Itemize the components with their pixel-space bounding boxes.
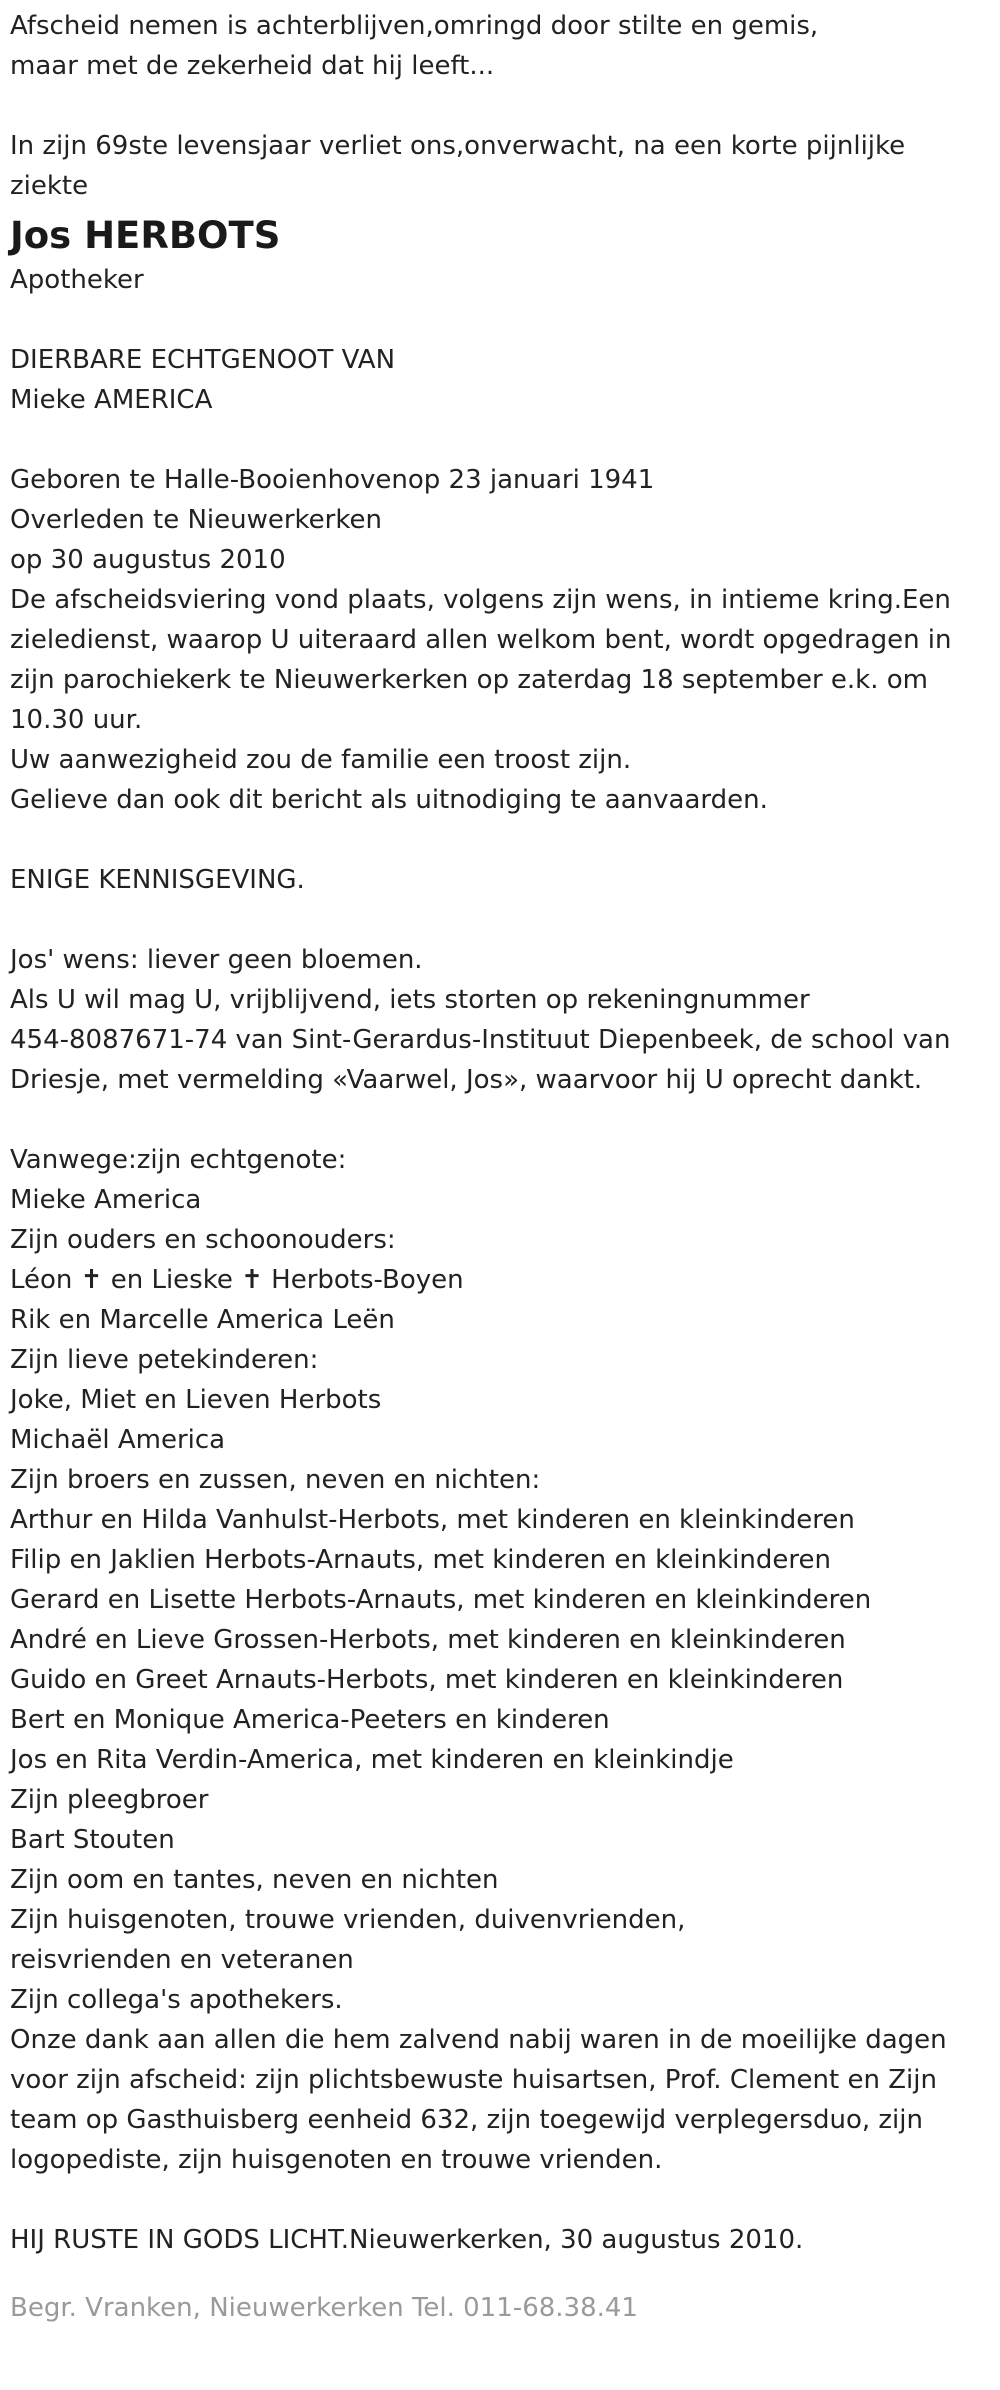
- age-text: ziekte: [10, 171, 89, 201]
- obituary-document: [10, 6, 990, 2328]
- ceremony-text: 10.30 uur.: [10, 705, 143, 735]
- spacer: [10, 86, 990, 126]
- thanks-text: logopediste, zijn huisgenoten en trouwe vrienden.: [10, 2145, 663, 2175]
- spouse-heading: DIERBARE ECHTGENOOT VAN: [10, 345, 396, 375]
- death-date: op 30 augustus 2010: [10, 545, 286, 575]
- family-line: Jos en Rita Verdin-America, met kinderen en kleinkindje: [10, 1745, 734, 1775]
- family-line: Gerard en Lisette Herbots-Arnauts, met kinderen en kleinkinderen: [10, 1585, 872, 1615]
- ceremony-text: De afscheidsviering vond plaats, volgens zijn wens, in intieme kring.Een: [10, 585, 951, 615]
- ceremony-text: zijn parochiekerk te Nieuwerkerken op zaterdag 18 september e.k. om: [10, 665, 928, 695]
- wishes-text: 454-8087671-74 van Sint-Gerardus-Instituut Diepenbeek, de school van: [10, 1025, 951, 1055]
- family-line: Bert en Monique America-Peeters en kinderen: [10, 1705, 610, 1735]
- family-line: reisvrienden en veteranen: [10, 1945, 354, 1975]
- spacer: [10, 900, 990, 940]
- thanks-text: team op Gasthuisberg eenheid 632, zijn toegewijd verplegersduo, zijn: [10, 2105, 923, 2135]
- spacer: [10, 2180, 990, 2220]
- spacer: [10, 420, 990, 460]
- spacer: [10, 820, 990, 860]
- family-line: Léon ✝ en Lieske ✝ Herbots-Boyen: [10, 1265, 464, 1295]
- family-line: Zijn oom en tantes, neven en nichten: [10, 1865, 499, 1895]
- invitation-text: Gelieve dan ook dit bericht als uitnodiging te aanvaarden.: [10, 785, 768, 815]
- spouse-name: Mieke AMERICA: [10, 385, 213, 415]
- wishes-text: Driesje, met vermelding «Vaarwel, Jos», waarvoor hij U oprecht dankt.: [10, 1065, 923, 1095]
- family-line: Michaël America: [10, 1425, 226, 1455]
- profession: Apotheker: [10, 265, 144, 295]
- family-line: Bart Stouten: [10, 1825, 175, 1855]
- family-line: Filip en Jaklien Herbots-Arnauts, met kinderen en kleinkinderen: [10, 1545, 831, 1575]
- death-place: Overleden te Nieuwerkerken: [10, 505, 382, 535]
- family-line: Rik en Marcelle America Leën: [10, 1305, 395, 1335]
- spacer: [10, 1100, 990, 1140]
- wishes-text: Jos' wens: liever geen bloemen.: [10, 945, 423, 975]
- family-line: Joke, Miet en Lieven Herbots: [10, 1385, 382, 1415]
- presence-text: Uw aanwezigheid zou de familie een troost zijn.: [10, 745, 632, 775]
- ceremony-text: zieledienst, waarop U uiteraard allen welkom bent, wordt opgedragen in: [10, 625, 952, 655]
- family-line: Zijn pleegbroer: [10, 1785, 209, 1815]
- age-text: In zijn 69ste levensjaar verliet ons,onverwacht, na een korte pijnlijke: [10, 131, 906, 161]
- deceased-name: Jos HERBOTS: [10, 214, 281, 257]
- family-line: Zijn ouders en schoonouders:: [10, 1225, 396, 1255]
- wishes-text: Als U wil mag U, vrijblijvend, iets storten op rekeningnummer: [10, 985, 810, 1015]
- poem-line: Afscheid nemen is achterblijven,omringd door stilte en gemis,: [10, 11, 819, 41]
- family-line: André en Lieve Grossen-Herbots, met kinderen en kleinkinderen: [10, 1625, 846, 1655]
- family-line: Zijn broers en zussen, neven en nichten:: [10, 1465, 541, 1495]
- family-line: Zijn huisgenoten, trouwe vrienden, duivenvrienden,: [10, 1905, 686, 1935]
- family-line: Vanwege:zijn echtgenote:: [10, 1145, 347, 1175]
- family-line: Arthur en Hilda Vanhulst-Herbots, met kinderen en kleinkinderen: [10, 1505, 855, 1535]
- closing-text: HIJ RUSTE IN GODS LICHT.Nieuwerkerken, 30 augustus 2010.: [10, 2225, 804, 2255]
- notice-text: ENIGE KENNISGEVING.: [10, 865, 305, 895]
- family-line: Guido en Greet Arnauts-Herbots, met kinderen en kleinkinderen: [10, 1665, 844, 1695]
- undertaker-footer: Begr. Vranken, Nieuwerkerken Tel. 011-68.38.41: [10, 2293, 638, 2323]
- spacer: [10, 300, 990, 340]
- family-line: Zijn lieve petekinderen:: [10, 1345, 319, 1375]
- thanks-text: voor zijn afscheid: zijn plichtsbewuste huisartsen, Prof. Clement en Zijn: [10, 2065, 937, 2095]
- family-line: Zijn collega's apothekers.: [10, 1985, 343, 2015]
- family-line: Mieke America: [10, 1185, 202, 1215]
- poem-line: maar met de zekerheid dat hij leeft...: [10, 51, 495, 81]
- thanks-text: Onze dank aan allen die hem zalvend nabij waren in de moeilijke dagen: [10, 2025, 947, 2055]
- birth-details: Geboren te Halle-Booienhovenop 23 januari 1941: [10, 465, 655, 495]
